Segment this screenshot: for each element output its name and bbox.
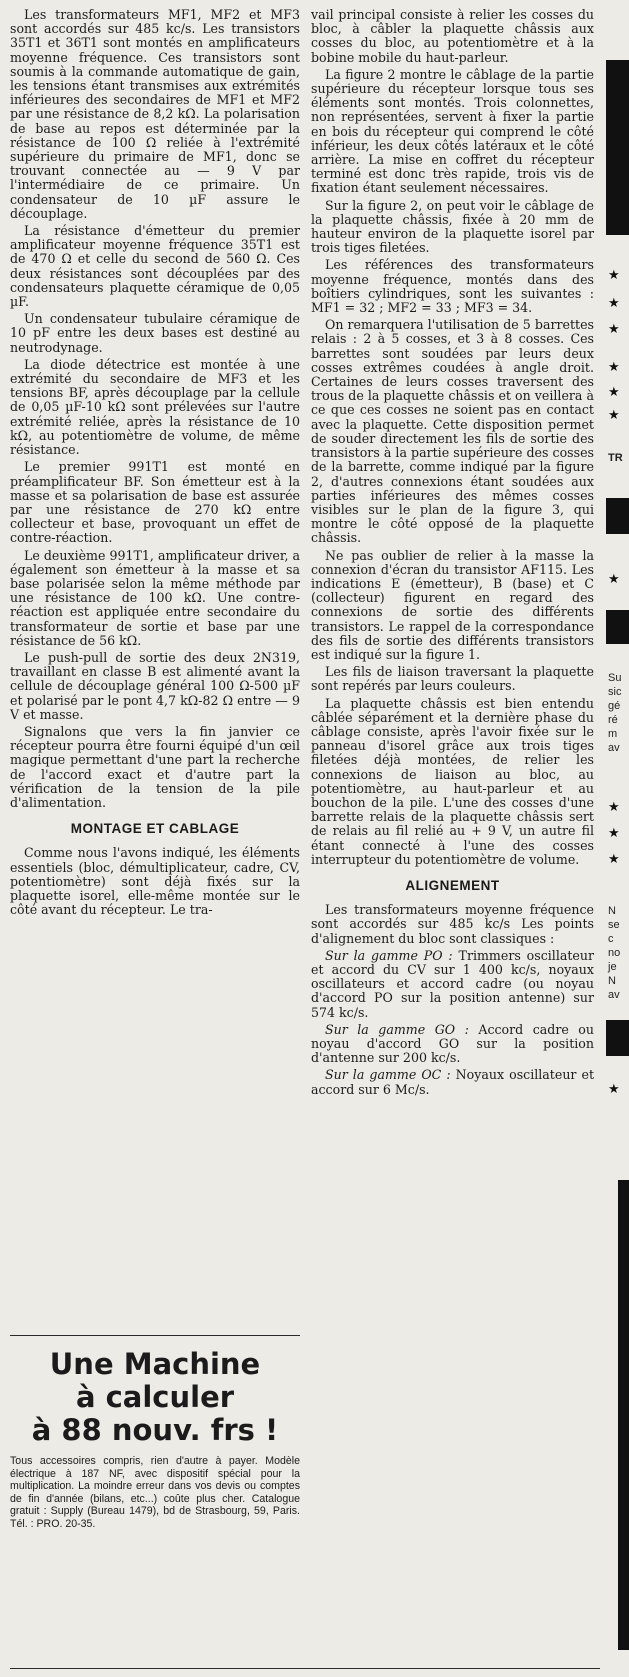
black-block (618, 1180, 629, 1650)
star-icon: ★ (608, 408, 620, 423)
black-block (606, 1020, 629, 1056)
paragraph: Le push-pull de sortie des deux 2N319, travaillant en classe B est alimenté avant la cellule de découplage général 100 Ω-500 µF et polarisé par le pont 4,7 kΩ-82 Ω entre — 9 V et masse. (10, 649, 300, 722)
fragment-text: c (608, 933, 614, 945)
black-block (606, 498, 629, 534)
gamme-text: Accord cadre ou noyau d'accord GO sur la position d'antenne sur 200 kc/s. (311, 1021, 595, 1066)
paragraph: La résistance d'émetteur du premier amplificateur moyenne fréquence 35T1 est de 470 Ω et celle du second de 560 Ω. Ces deux résistances sont découplées par des condensateurs plaquette céramique de 0,05 µF. (10, 223, 300, 310)
fragment-text: gé (608, 700, 621, 712)
star-icon: ★ (608, 360, 620, 375)
star-icon: ★ (608, 852, 620, 867)
left-column (10, 8, 300, 920)
fragment-text: je (608, 961, 617, 973)
star-icon: ★ (608, 572, 620, 587)
star-icon: ★ (608, 268, 620, 283)
paragraph: Les références des transformateurs moyenne fréquence, montés dans des boîtiers cylindriques, sont les suivantes : MF1 = 32 ; MF2 = 33 ; MF3 = 34. (311, 257, 594, 316)
paragraph: Comme nous l'avons indiqué, les éléments essentiels (bloc, démultiplicateur, cadre, CV, potentiomètre) sont déjà fixés sur la plaquette isorel, elle-même montée sur le côté avant du récepteur. Le tra- (10, 845, 300, 918)
fragment-text: av (608, 742, 620, 754)
star-icon: ★ (608, 322, 620, 337)
black-block (606, 60, 629, 235)
star-icon: ★ (608, 1082, 620, 1097)
gamme-label: Sur la gamme PO : (325, 947, 453, 963)
black-block (606, 610, 629, 644)
paragraph: Les fils de liaison traversant la plaquette sont repérés par leurs couleurs. (311, 664, 594, 694)
paragraph-go (311, 1023, 594, 1066)
paragraph: La plaquette châssis est bien entendu câblée séparément et la dernière phase du câblage consiste, après l'avoir fixée sur le panneau d'isorel grâce aux trois tiges filetées déjà montées, de relier les connexions de liaison au bloc, au potentiomètre, au haut-parleur et au bouchon de la pile. L'une des cosses d'une barrette relais de la plaquette châssis sert de relais au fil relié au + 9 V, un autre fil étant connecté à l'une des cosses interrupteur du potentiomètre de volume. (311, 695, 594, 867)
paragraph-oc (311, 1068, 594, 1096)
right-column (311, 8, 594, 1100)
gamme-label: Sur la gamme GO : (325, 1021, 469, 1037)
divider (10, 1668, 600, 1669)
fragment-text: no (608, 947, 621, 959)
ad-title-line: à 88 nouv. frs ! (31, 1413, 279, 1447)
ad-title-line: à calculer (75, 1380, 235, 1414)
section-heading-montage: MONTAGE ET CABLAGE (70, 821, 240, 837)
fragment-text: TR (608, 452, 623, 464)
paragraph: Ne pas oublier de relier à la masse la connexion d'écran du transistor AF115. Les indications E (émetteur), B (base) et C (collecteur) figurent en regard des connexions de sortie des différents transistors. Le rappel de la correspondance des fils de sortie des différents transistors est indiqué sur la figure 1. (311, 547, 594, 662)
divider (10, 1335, 300, 1336)
paragraph: Le premier 991T1 est monté en préamplificateur BF. Son émetteur est à la masse et sa polarisation de base est assurée par une résistance de 270 kΩ entre collecteur et base, provoquant un effet de contre-réaction. (10, 459, 300, 546)
advertisement (10, 1348, 300, 1531)
paragraph: On remarquera l'utilisation de 5 barrettes relais : 2 à 5 cosses, et 3 à 8 cosses. Ces barrettes sont soudées par leurs deux cosses extrêmes coudées à angle droit. Certaines de leurs cosses traversent des trous de la plaquette châssis et on veillera à ce que ces cosses ne soient pas en contact avec la plaquette. Cette disposition permet de souder directement les fils de sortie des transistors à la partie supérieure des cosses de la barrette, comme indiqué par la figure 2, d'autres connexions étant soudées aux parties inférieures des mêmes cosses visibles sur le plan de la figure 3, qui montre le côté opposé de la plaquette châssis. (311, 317, 594, 546)
paragraph: Les transformateurs moyenne fréquence sont accordés sur 485 kc/s Les points d'alignement du bloc sont classiques : (311, 902, 594, 946)
paragraph: Sur la figure 2, on peut voir le câblage de la plaquette châssis, fixée à 20 mm de hauteur environ de la plaquette isorel par trois tiges filetées. (311, 197, 594, 256)
paragraph: vail principal consiste à relier les cosses du bloc, à câbler la plaquette châssis aux cosses du bloc, au potentiomètre et à la bobine mobile du haut-parleur. (311, 7, 594, 65)
star-icon: ★ (608, 826, 620, 841)
paragraph: La diode détectrice est montée à une extrémité du secondaire de MF3 et les tensions BF, après découplage par la cellule de 0,05 µF-10 kΩ sont prélevées sur l'autre extrémité reliée, après la résistance de 10 kΩ, au potentiomètre de volume, de même résistance. (10, 356, 300, 458)
paragraph: Le deuxième 991T1, amplificateur driver, a également son émetteur à la masse et sa base polarisée selon la même méthode par une résistance de 100 kΩ. Une contre-réaction est appliquée entre secondaire du transformateur de sortie et base par une résistance de 56 kΩ. (10, 547, 300, 648)
fragment-text: av (608, 989, 620, 1001)
fragment-text: m (608, 728, 618, 740)
fragment-text: sic (608, 686, 622, 698)
gamme-label: Sur la gamme OC : (325, 1067, 451, 1083)
paragraph: Un condensateur tubulaire céramique de 10 pF entre les deux bases est destiné au neutrodynage. (10, 311, 300, 355)
star-icon: ★ (608, 385, 620, 400)
fragment-text: se (608, 919, 620, 931)
ad-body: Tous accessoires compris, rien d'autre à payer. Modèle électrique à 187 NF, avec dispositif spécial pour la multiplication. La moindre erreur dans vos devis ou comptes de fin d'année (bilans, etc...) coûte plus cher. Catalogue gratuit : Supply (Bureau 1479), bd de Strasbourg, 59, Paris. Tél. : PRO. 20-35. (10, 1455, 300, 1530)
paragraph: Signalons que vers la fin janvier ce récepteur pourra être fourni équipé d'un œil magique permettant d'une part la recherche de l'accord exact et d'autre part la vérification de la tension de la pile d'alimentation. (10, 723, 300, 810)
paragraph: Les transformateurs MF1, MF2 et MF3 sont accordés sur 485 kc/s. Les transistors 35T1 et 36T1 sont montés en amplificateurs moyenne fréquence. Ces transistors sont soumis à la commande automatique de gain, les tensions étant transmises aux extrémités inférieures des secondaires de MF1 et MF2 par une résistance de 8,2 kΩ. La polarisation de base au repos est déterminée par la résistance de 100 Ω reliée à l'extrémité supérieure du primaire de MF1, donc se trouvant connectée au — 9 V par l'intermédiaire de ce primaire. Un condensateur de 10 µF assure le découplage. (10, 7, 300, 221)
ad-title (10, 1348, 300, 1447)
star-icon: ★ (608, 800, 620, 815)
fragment-text: N (608, 975, 616, 987)
adjacent-column-edge (604, 0, 629, 1677)
star-icon: ★ (608, 296, 620, 311)
fragment-text: N (608, 905, 616, 917)
fragment-text: Su (608, 672, 622, 684)
paragraph: La figure 2 montre le câblage de la partie supérieure du récepteur lorsque tous ses éléments sont montés. Trois colonnettes, non représentées, servent à fixer la partie en bois du récepteur qui comprend le côté inférieur, les deux côtés latéraux et le côté arrière. La mise en coffret du récepteur terminé est donc très rapide, trois vis de fixation étant seulement nécessaires. (311, 66, 594, 196)
gamme-text: Trimmers oscillateur et accord du CV sur 1 400 kc/s, noyaux oscillateurs et accord cadre (ou noyau d'accord PO sur la position antenne) sur 574 kc/s. (311, 947, 595, 1020)
fragment-text: ré (608, 714, 618, 726)
paragraph-po (311, 949, 594, 1020)
section-heading-alignement: ALIGNEMENT (405, 877, 500, 893)
gamme-text: Noyaux oscillateur et accord sur 6 Mc/s. (311, 1067, 595, 1097)
ad-title-line: Une Machine (49, 1347, 261, 1381)
